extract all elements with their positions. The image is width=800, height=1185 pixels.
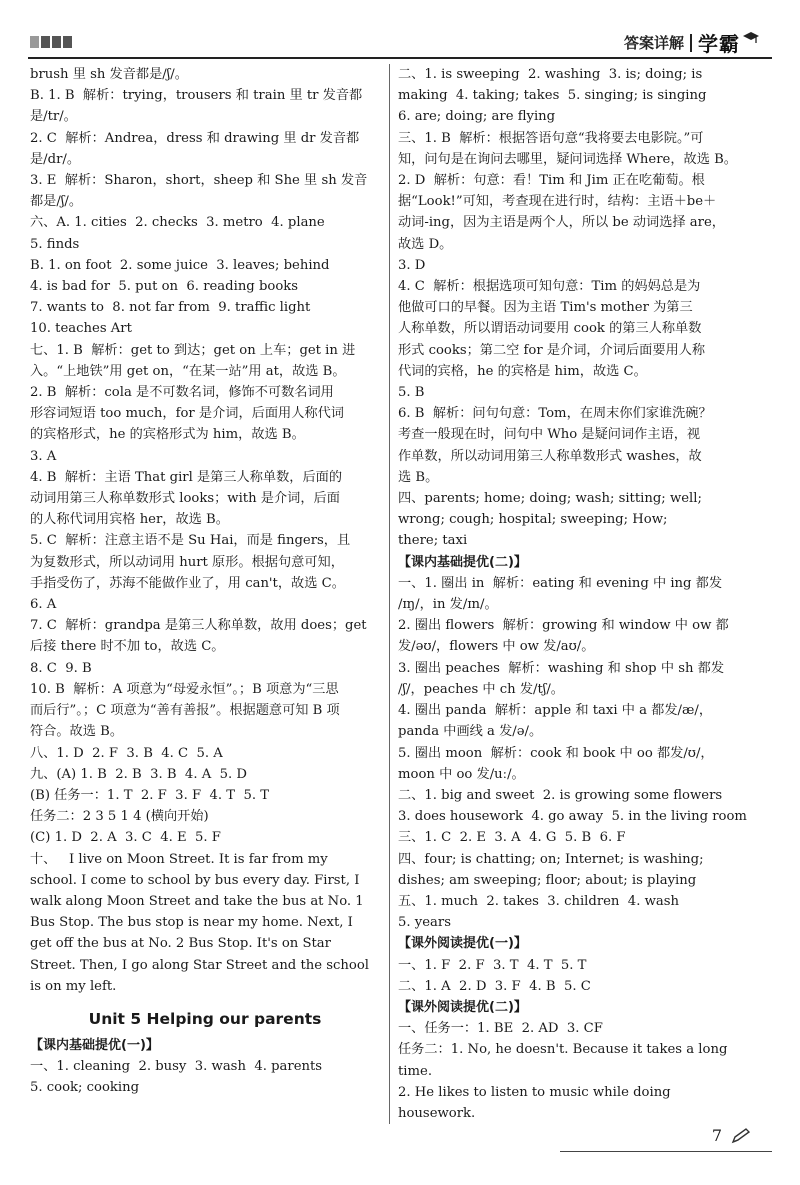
answer-line: 5. cook; cooking xyxy=(30,1080,140,1096)
answer-line: 5. years xyxy=(398,915,451,931)
answer-line: (C) 1. D 2. A 3. C 4. E 5. F xyxy=(30,830,221,846)
answer-line: 【课内基础提优(一)】 xyxy=(30,1037,159,1053)
answer-line: (B) 任务一：1. T 2. F 3. F 4. T 5. T xyxy=(30,787,270,803)
answer-line: 3. A xyxy=(30,448,57,464)
answer-line: school. I come to school by bus every day. First, I xyxy=(30,872,360,888)
answer-line: moon 中 oo 发/uː/。 xyxy=(398,766,525,782)
answer-line: 7. wants to 8. not far from 9. traffic light xyxy=(30,300,311,316)
answer-line: 10. B 解析：A 项意为“母爱永恒”。；B 项意为“三思 xyxy=(30,681,339,697)
answer-line: get off the bus at No. 2 Bus Stop. It's on Star xyxy=(30,936,331,952)
answer-line: panda 中画线 a 发/ə/。 xyxy=(398,724,543,740)
answer-line: 他做可口的早餐。因为主语 Tim's mother 为第三 xyxy=(398,300,693,316)
answer-line: is on my left. xyxy=(30,978,117,994)
left-column xyxy=(30,64,380,1099)
answer-line: 都是/ʃ/。 xyxy=(30,194,83,210)
graduation-cap-icon xyxy=(742,30,760,46)
answer-line: 形式 cooks；第二空 for 是介词，介词后面要用人称 xyxy=(398,342,706,358)
answer-line: wrong; cough; hospital; sweeping; How; xyxy=(398,512,668,528)
answer-line: 发/əʊ/，flowers 中 ow 发/aʊ/。 xyxy=(398,639,595,655)
answer-line: 六、A. 1. cities 2. checks 3. metro 4. plane xyxy=(30,215,325,231)
answer-line: there; taxi xyxy=(398,533,468,549)
header-square xyxy=(52,36,61,48)
answer-line: brush 里 sh 发音都是/ʃ/。 xyxy=(30,67,188,82)
left-answer-lines xyxy=(30,64,380,997)
answer-line: 八、1. D 2. F 3. B 4. C 5. A xyxy=(30,745,223,761)
answer-line: 7. C 解析：grandpa 是第三人称单数，故用 does；get xyxy=(30,618,367,634)
header-rule xyxy=(28,57,772,59)
answer-line: 入。“上地铁”用 get on，“在某一站”用 at，故选 B。 xyxy=(30,363,346,379)
page-header xyxy=(0,0,800,58)
answer-line: 一、1. F 2. F 3. T 4. T 5. T xyxy=(398,957,587,973)
answer-line: 考查一般现在时，问句中 Who 是疑问词作主语，视 xyxy=(398,427,701,443)
answer-line: 6. B 解析：问句句意：Tom，在周末你们家谁洗碗？ xyxy=(398,406,712,422)
answer-line: 任务二：2 3 5 1 4 (横向开始) xyxy=(30,809,209,825)
answer-line: 4. is bad for 5. put on 6. reading books xyxy=(30,279,299,295)
brand-logo-text: 学霸 xyxy=(698,32,740,56)
answer-line: 二、1. A 2. D 3. F 4. B 5. C xyxy=(398,978,591,994)
answer-line: 任务二：1. No, he doesn't. Because it takes a long xyxy=(398,1042,728,1058)
answer-line: 七、1. B 解析：get to 到达；get on 上车；get in 进 xyxy=(30,342,356,358)
answer-line: 为复数形式，所以动词用 hurt 原形。根据句意可知， xyxy=(30,554,344,570)
answer-line: 九、(A) 1. B 2. B 3. B 4. A 5. D xyxy=(30,766,247,782)
answer-line: 2. B 解析：cola 是不可数名词，修饰不可数名词用 xyxy=(30,385,334,401)
answer-line: 8. C 9. B xyxy=(30,660,92,676)
answer-line: 选 B。 xyxy=(398,469,439,485)
answer-line: 的宾格形式，he 的宾格形式为 him，故选 B。 xyxy=(30,427,305,443)
answer-line: 二、1. is sweeping 2. washing 3. is; doing; is xyxy=(398,67,703,82)
answer-line: 三、1. C 2. E 3. A 4. G 5. B 6. F xyxy=(398,830,626,846)
answer-line: 2. He likes to listen to music while doing housework. xyxy=(398,1084,675,1121)
answer-line: 4. 圈出 panda 解析：apple 和 taxi 中 a 都发/æ/， xyxy=(398,703,713,719)
answer-line: 五、1. much 2. takes 3. children 4. wash xyxy=(398,893,679,909)
column-divider xyxy=(389,64,390,1124)
answer-line: 符合。故选 B。 xyxy=(30,724,124,740)
answer-line: 6. A xyxy=(30,597,57,613)
answer-line: 一、任务一：1. BE 2. AD 3. CF xyxy=(398,1021,603,1037)
answer-line: 四、four; is chatting; on; Internet; is washing; xyxy=(398,851,704,867)
answer-line: /ɪŋ/，in 发/ɪn/。 xyxy=(398,597,498,613)
answer-line: 而后行”。；C 项意为“善有善报”。根据题意可知 B 项 xyxy=(30,703,340,719)
pencil-icon xyxy=(730,1127,752,1145)
header-square xyxy=(41,36,50,48)
answer-line: 一、1. cleaning 2. busy 3. wash 4. parents xyxy=(30,1059,323,1075)
answer-line: dishes; am sweeping; floor; about; is playing xyxy=(398,872,697,888)
answer-line: 十、 I live on Moon Street. It is far from my xyxy=(30,851,328,867)
answer-line: 四、parents; home; doing; wash; sitting; well; xyxy=(398,491,702,507)
answer-line: 5. 圈出 moon 解析：cook 和 book 中 oo 都发/ʊ/， xyxy=(398,745,714,761)
header-square xyxy=(30,36,39,48)
answer-line: 故选 D。 xyxy=(398,236,453,252)
right-answer-lines xyxy=(398,64,750,1124)
answer-line: 动词用第三人称单数形式 looks；with 是介词，后面 xyxy=(30,491,340,507)
answer-line: 2. D 解析：句意：看！Tim 和 Jim 正在吃葡萄。根 xyxy=(398,173,705,189)
page-footer xyxy=(712,1126,752,1145)
answer-line: 动词-ing，因为主语是两个人，所以 be 动词选择 are， xyxy=(398,215,725,231)
answer-line: 5. finds xyxy=(30,236,80,252)
answer-line: 据“Look!”可知，考查现在进行时，结构：主语＋be＋ xyxy=(398,194,717,210)
right-column xyxy=(398,64,750,1124)
answer-line: 的人称代词用宾格 her，故选 B。 xyxy=(30,512,229,528)
answer-line: time. xyxy=(398,1063,433,1079)
answer-line: 2. C 解析：Andrea，dress 和 drawing 里 dr 发音都 xyxy=(30,130,360,146)
answer-line: 10. teaches Art xyxy=(30,321,132,337)
answer-line: /ʃ/，peaches 中 ch 发/tʃ/。 xyxy=(398,681,564,697)
header-square xyxy=(63,36,72,48)
answers-label: 答案详解 xyxy=(623,34,684,52)
answer-line: B. 1. B 解析：trying，trousers 和 train 里 tr 发音都 xyxy=(30,88,363,104)
page-number: 7 xyxy=(711,1126,722,1145)
header-brand-block xyxy=(624,28,760,57)
answer-line: 3. E 解析：Sharon，short，sheep 和 She 里 sh 发音 xyxy=(30,173,368,189)
answer-line: 形容词短语 too much，for 是介词，后面用人称代词 xyxy=(30,406,344,422)
answer-line: 【课内基础提优(二)】 xyxy=(398,554,527,570)
answer-line: 后接 there 时不加 to，故选 C。 xyxy=(30,639,225,655)
left-bottom-lines xyxy=(30,1035,380,1099)
answer-line: B. 1. on foot 2. some juice 3. leaves; behind xyxy=(30,257,330,273)
header-decoration xyxy=(30,36,72,48)
answer-line: 2. 圈出 flowers 解析：growing 和 window 中 ow 都 xyxy=(398,618,729,634)
answer-line: 6. are; doing; are flying xyxy=(398,109,556,125)
answer-line: 一、1. 圈出 in 解析：eating 和 evening 中 ing 都发 xyxy=(398,575,723,591)
answer-line: 4. B 解析：主语 That girl 是第三人称单数，后面的 xyxy=(30,469,343,485)
answer-line: 5. B xyxy=(398,385,425,401)
answer-line: 【课外阅读提优(二)】 xyxy=(398,999,527,1015)
answer-line: 手指受伤了，苏海不能做作业了，用 can't，故选 C。 xyxy=(30,575,345,591)
answer-line: 3. 圈出 peaches 解析：washing 和 shop 中 sh 都发 xyxy=(398,660,725,676)
answer-line: making 4. taking; takes 5. singing; is singing xyxy=(398,88,707,104)
answer-line: 5. C 解析：注意主语不是 Su Hai，而是 fingers，且 xyxy=(30,533,351,549)
answer-line: 3. D xyxy=(398,257,426,273)
answer-line: 【课外阅读提优(一)】 xyxy=(398,936,527,952)
answer-line: 人称单数，所以谓语动词要用 cook 的第三人称单数 xyxy=(398,321,702,337)
answer-line: 代词的宾格，he 的宾格是 him，故选 C。 xyxy=(398,363,647,379)
answer-line: walk along Moon Street and take the bus at No. 1 xyxy=(30,893,364,909)
answer-line: Street. Then, I go along Star Street and the school xyxy=(30,957,369,973)
answer-line: 是/dr/。 xyxy=(30,151,81,167)
answer-line: 是/tr/。 xyxy=(30,109,77,125)
answer-line: 三、1. B 解析：根据答语句意“我将要去电影院。”可 xyxy=(398,130,704,146)
answer-line: 知，问句是在询问去哪里，疑问词选择 Where，故选 B。 xyxy=(398,151,737,167)
answer-line: Bus Stop. The bus stop is near my home. Next, I xyxy=(30,915,353,931)
footer-rule xyxy=(560,1151,772,1152)
answer-line: 作单数，所以动词用第三人称单数形式 washes，故 xyxy=(398,448,702,464)
header-separator xyxy=(690,34,692,52)
unit-title: Unit 5 Helping our parents xyxy=(88,1009,322,1028)
answer-line: 二、1. big and sweet 2. is growing some flowers xyxy=(398,787,723,803)
answer-line: 4. C 解析：根据选项可知句意：Tim 的妈妈总是为 xyxy=(398,279,701,295)
answer-line: 3. does housework 4. go away 5. in the living room xyxy=(398,809,747,825)
